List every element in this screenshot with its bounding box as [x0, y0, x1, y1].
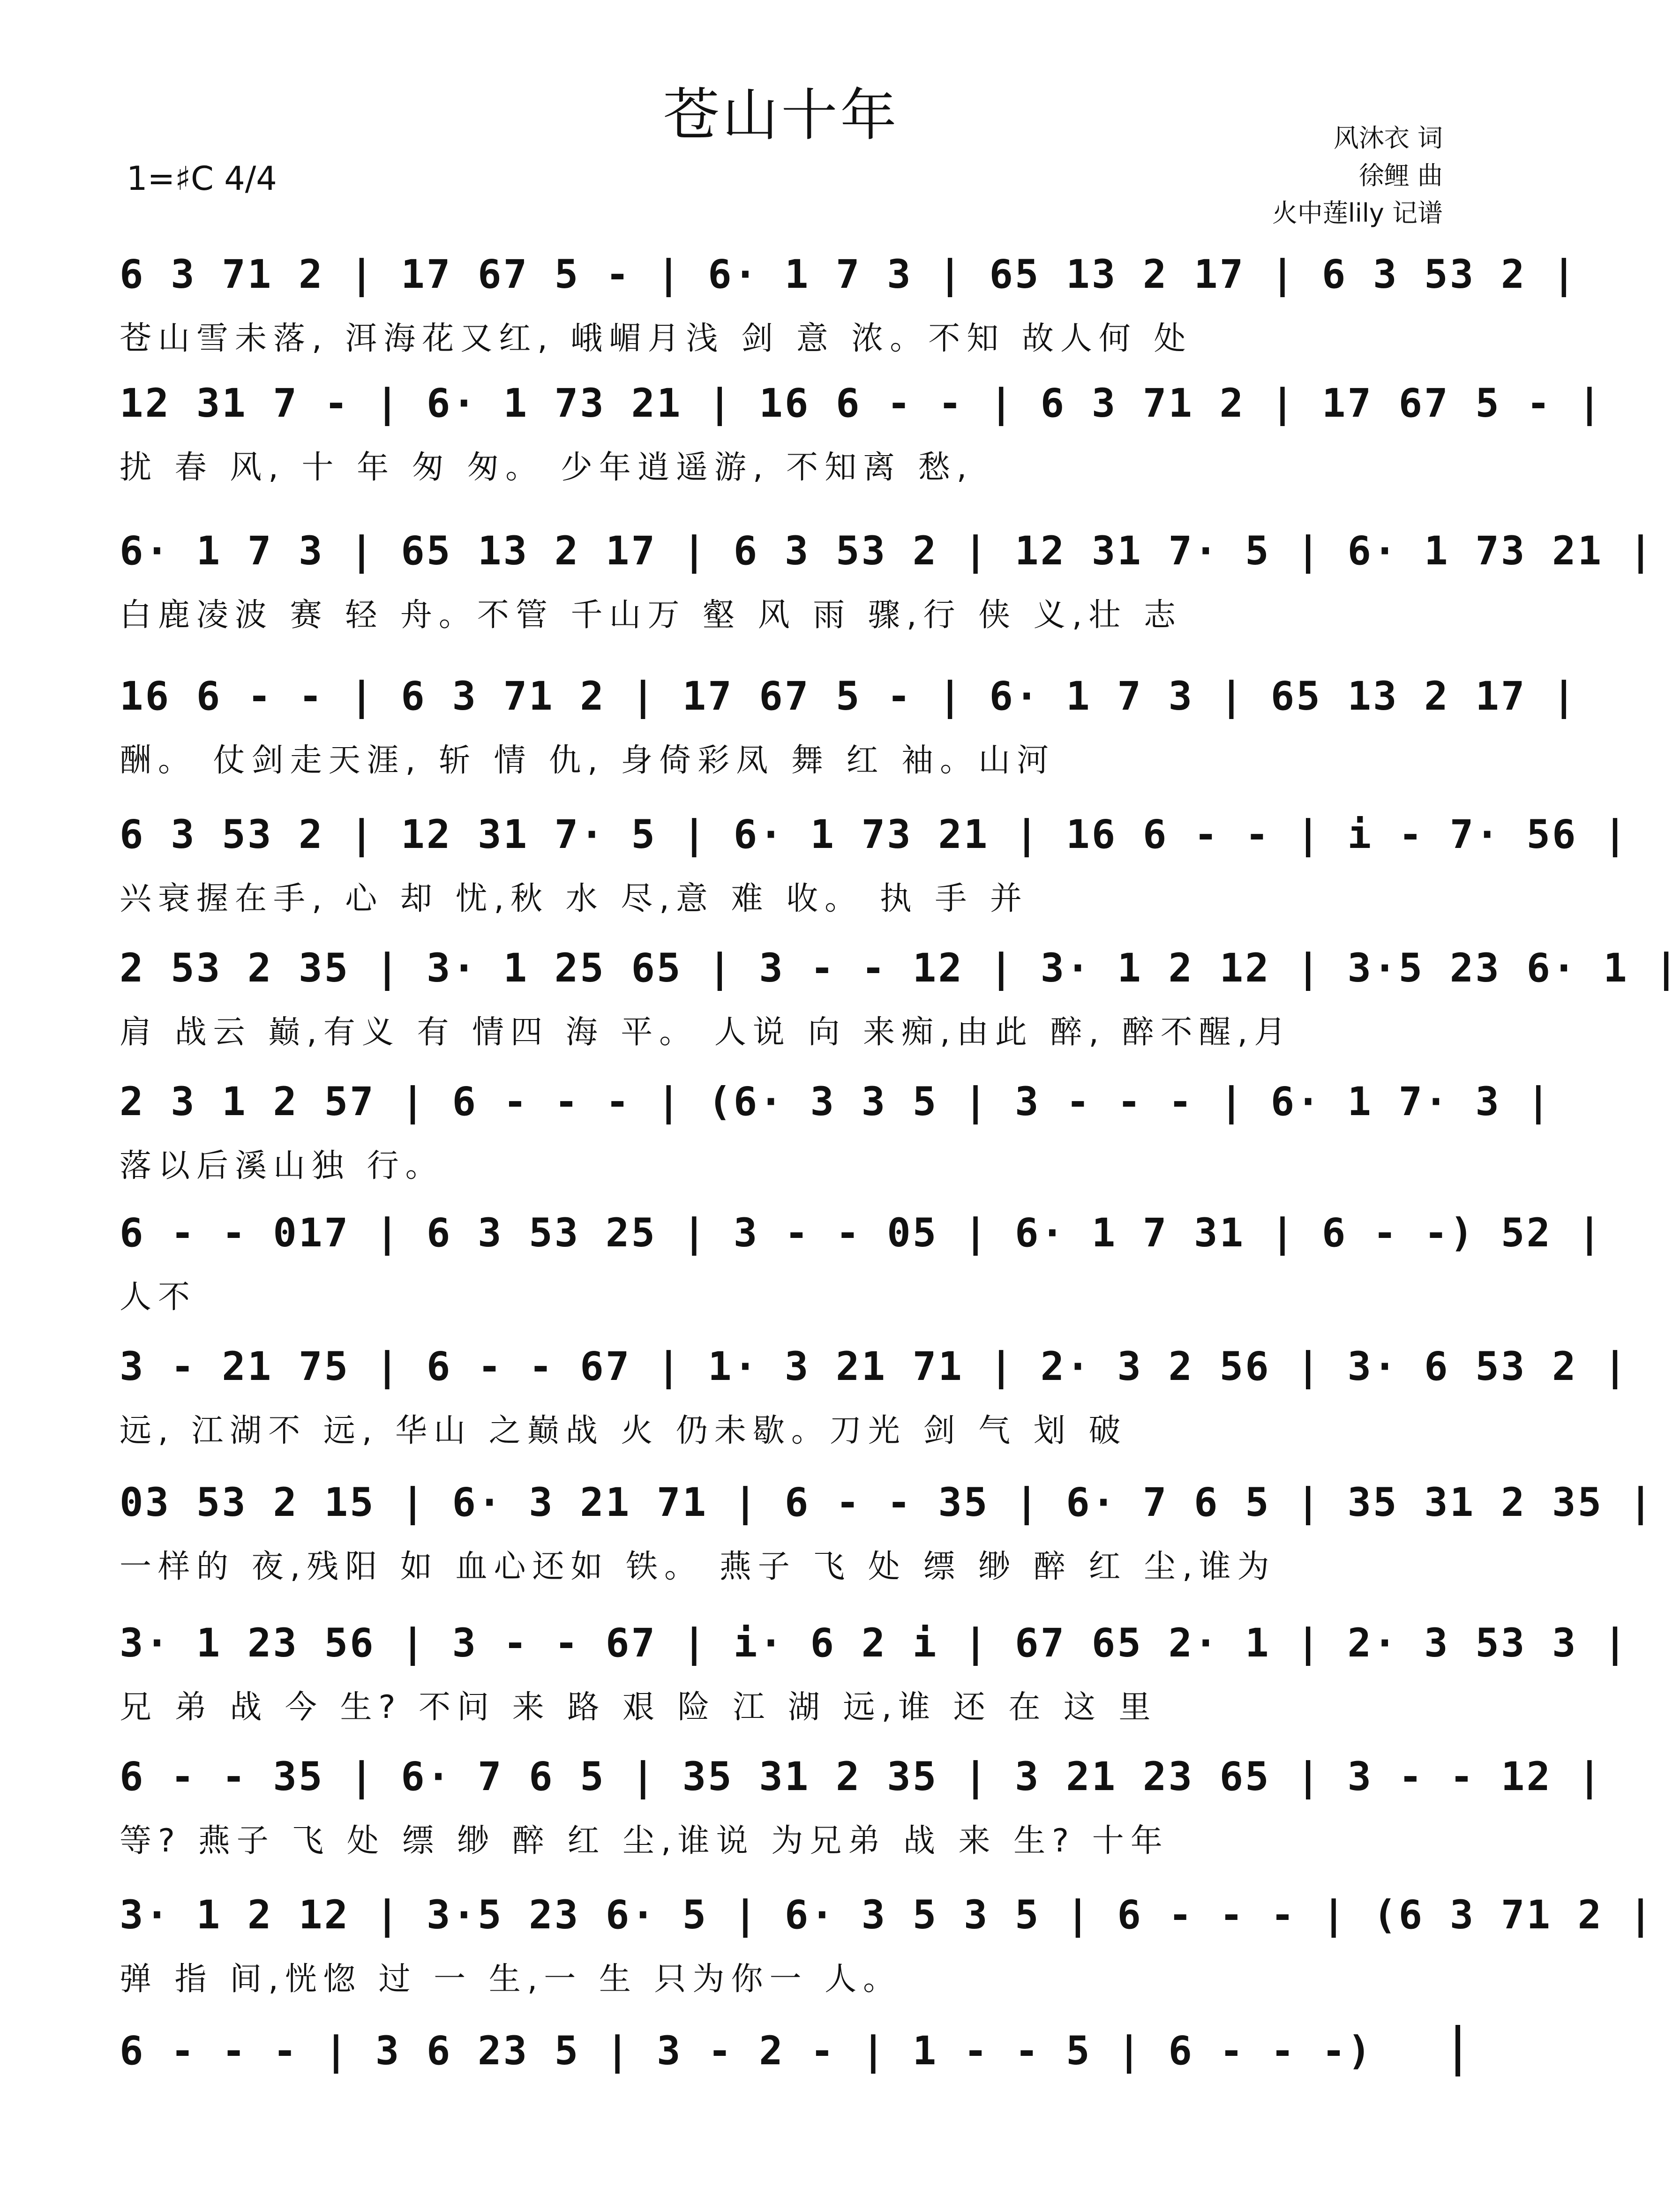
notation-line: 6 3 71 2 | 17 67 5 - | 6· 1 7 3 | 65 13 2 17 | 6 3 53 2 | — [120, 251, 1578, 297]
credits — [1272, 120, 1443, 232]
lyric-line: 肩 战云 巅,有义 有 情四 海 平。 人说 向 来痴,由此 醉, 醉不醒,月 — [120, 1014, 1293, 1051]
notation-line: 16 6 - - | 6 3 71 2 | 17 67 5 - | 6· 1 7 3 | 65 13 2 17 | — [120, 673, 1578, 719]
notation-line: 6· 1 7 3 | 65 13 2 17 | 6 3 53 2 | 12 31 7· 5 | 6· 1 73 21 | — [120, 528, 1655, 574]
lyric-line: 人不 — [120, 1279, 197, 1316]
notation-line: 6 - - 017 | 6 3 53 25 | 3 - - 05 | 6· 1 7 31 | 6 - -) 52 | — [120, 1210, 1604, 1256]
score-title: 苍山十年 — [663, 83, 900, 148]
lyric-line: 一样的 夜,残阳 如 血心还如 铁。 燕子 飞 处 缥 缈 醉 红 尘,谁为 — [120, 1548, 1276, 1585]
lyric-line: 兴衰握在手, 心 却 忧,秋 水 尽,意 难 收。 执 手 并 — [120, 880, 1028, 917]
lyric-line: 扰 春 风, 十 年 匆 匆。 少年逍遥游, 不知离 愁, — [120, 449, 974, 486]
lyric-line: 落以后溪山独 行。 — [120, 1147, 444, 1184]
lyric-line: 等? 燕子 飞 处 缥 缈 醉 红 尘,谁说 为兄弟 战 来 生? 十年 — [120, 1822, 1169, 1859]
key-time-signature: 1=♯C 4/4 — [127, 159, 277, 198]
final-barline — [1455, 2025, 1460, 2076]
notation-line: 6 - - 35 | 6· 7 6 5 | 35 31 2 35 | 3 21 23 65 | 3 - - 12 | — [120, 1754, 1604, 1799]
notation-line: 3· 1 23 56 | 3 - - 67 | i· 6 2 i | 67 65 2· 1 | 2· 3 53 3 | — [120, 1620, 1629, 1666]
notation-line: 2 3 1 2 57 | 6 - - - | (6· 3 3 5 | 3 - - - | 6· 1 7· 3 | — [120, 1079, 1552, 1124]
notation-line: 2 53 2 35 | 3· 1 25 65 | 3 - - 12 | 3· 1 2 12 | 3·5 23 6· 1 | — [120, 945, 1680, 991]
lyric-line: 酬。 仗剑走天涯, 斩 情 仇, 身倚彩凤 舞 红 袖。山河 — [120, 742, 1056, 779]
lyric-line: 白鹿凌波 赛 轻 舟。不管 千山万 壑 风 雨 骤,行 侠 义,壮 志 — [120, 597, 1182, 634]
lyricist-credit: 风沐衣 词 — [1333, 123, 1443, 153]
notation-line: 03 53 2 15 | 6· 3 21 71 | 6 - - 35 | 6· 7 6 5 | 35 31 2 35 | — [120, 1479, 1655, 1525]
notation-line: 3 - 21 75 | 6 - - 67 | 1· 3 21 71 | 2· 3 2 56 | 3· 6 53 2 | — [120, 1343, 1629, 1389]
lyric-line: 兄 弟 战 今 生? 不问 来 路 艰 险 江 湖 远,谁 还 在 这 里 — [120, 1689, 1157, 1726]
lyric-line: 弹 指 间,恍惚 过 一 生,一 生 只为你一 人。 — [120, 1961, 902, 1998]
transcriber-credit: 火中莲lily 记谱 — [1272, 198, 1443, 228]
notation-line: 12 31 7 - | 6· 1 73 21 | 16 6 - - | 6 3 71 2 | 17 67 5 - | — [120, 380, 1604, 426]
notation-line: 6 3 53 2 | 12 31 7· 5 | 6· 1 73 21 | 16 6 - - | i - 7· 56 | — [120, 811, 1629, 857]
notation-line: 3· 1 2 12 | 3·5 23 6· 5 | 6· 3 5 3 5 | 6 - - - | (6 3 71 2 | — [120, 1892, 1655, 1938]
notation-line: 6 - - - | 3 6 23 5 | 3 - 2 - | 1 - - 5 | 6 - - -) — [120, 2028, 1373, 2074]
composer-credit: 徐鲤 曲 — [1358, 161, 1443, 190]
lyric-line: 远, 江湖不 远, 华山 之巅战 火 仍未歇。刀光 剑 气 划 破 — [120, 1412, 1127, 1449]
lyric-line: 苍山雪未落, 洱海花又红, 峨嵋月浅 剑 意 浓。不知 故人何 处 — [120, 320, 1192, 357]
